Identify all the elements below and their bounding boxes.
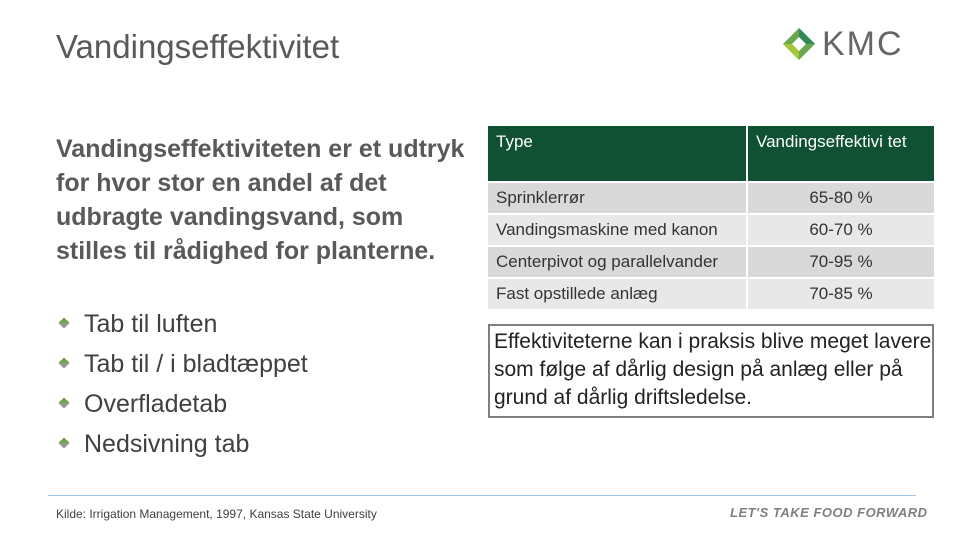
slide-title: Vandingseffektivitet bbox=[56, 28, 340, 65]
kmc-logo bbox=[782, 27, 918, 63]
header-type: Type bbox=[488, 126, 747, 182]
source-citation: Kilde: Irrigation Management, 1997, Kansas State University bbox=[56, 507, 377, 521]
diamond-bullet-icon bbox=[58, 397, 72, 411]
bullet-item bbox=[56, 384, 308, 424]
cell-efficiency: 70-95 % bbox=[747, 246, 934, 278]
diamond-bullet-icon bbox=[58, 437, 72, 451]
diamond-bullet-icon bbox=[58, 317, 72, 331]
note-text: Effektiviteterne kan i praksis blive meget lavere som følge af dårlig design på anlæg eller på grund af dårlig driftsledelse. bbox=[494, 330, 932, 409]
logo-text: KMC bbox=[822, 25, 904, 63]
footer-divider bbox=[48, 495, 916, 496]
kmc-diamond-logo-icon bbox=[782, 27, 816, 61]
cell-type: Fast opstillede anlæg bbox=[488, 278, 747, 309]
bullet-item bbox=[56, 344, 308, 384]
bullet-item bbox=[56, 304, 308, 344]
table-row bbox=[488, 214, 934, 246]
bullet-item bbox=[56, 424, 308, 464]
table-header-row bbox=[488, 126, 934, 182]
cell-efficiency: 70-85 % bbox=[747, 278, 934, 309]
header-efficiency: Vandingseffektivi tet bbox=[747, 126, 934, 182]
brand-tagline: LET'S TAKE FOOD FORWARD bbox=[730, 505, 928, 520]
table-row bbox=[488, 182, 934, 214]
bullet-text: Nedsivning tab bbox=[84, 429, 250, 458]
cell-efficiency: 60-70 % bbox=[747, 214, 934, 246]
bullet-text: Tab til / i bladtæppet bbox=[84, 349, 308, 378]
cell-efficiency: 65-80 % bbox=[747, 182, 934, 214]
bullet-text: Tab til luften bbox=[84, 309, 218, 338]
table-row bbox=[488, 278, 934, 309]
bullet-list bbox=[56, 304, 308, 464]
bullet-text: Overfladetab bbox=[84, 389, 228, 418]
efficiency-table bbox=[488, 126, 934, 309]
intro-text: Vandingseffektiviteten er et udtryk for hvor stor en andel af det udbragte vandingsvand, som stilles til rådighed for planterne. bbox=[56, 135, 465, 265]
cell-type: Vandingsmaskine med kanon bbox=[488, 214, 747, 246]
diamond-bullet-icon bbox=[58, 357, 72, 371]
cell-type: Centerpivot og parallelvander bbox=[488, 246, 747, 278]
cell-type: Sprinklerrør bbox=[488, 182, 747, 214]
table-row bbox=[488, 246, 934, 278]
